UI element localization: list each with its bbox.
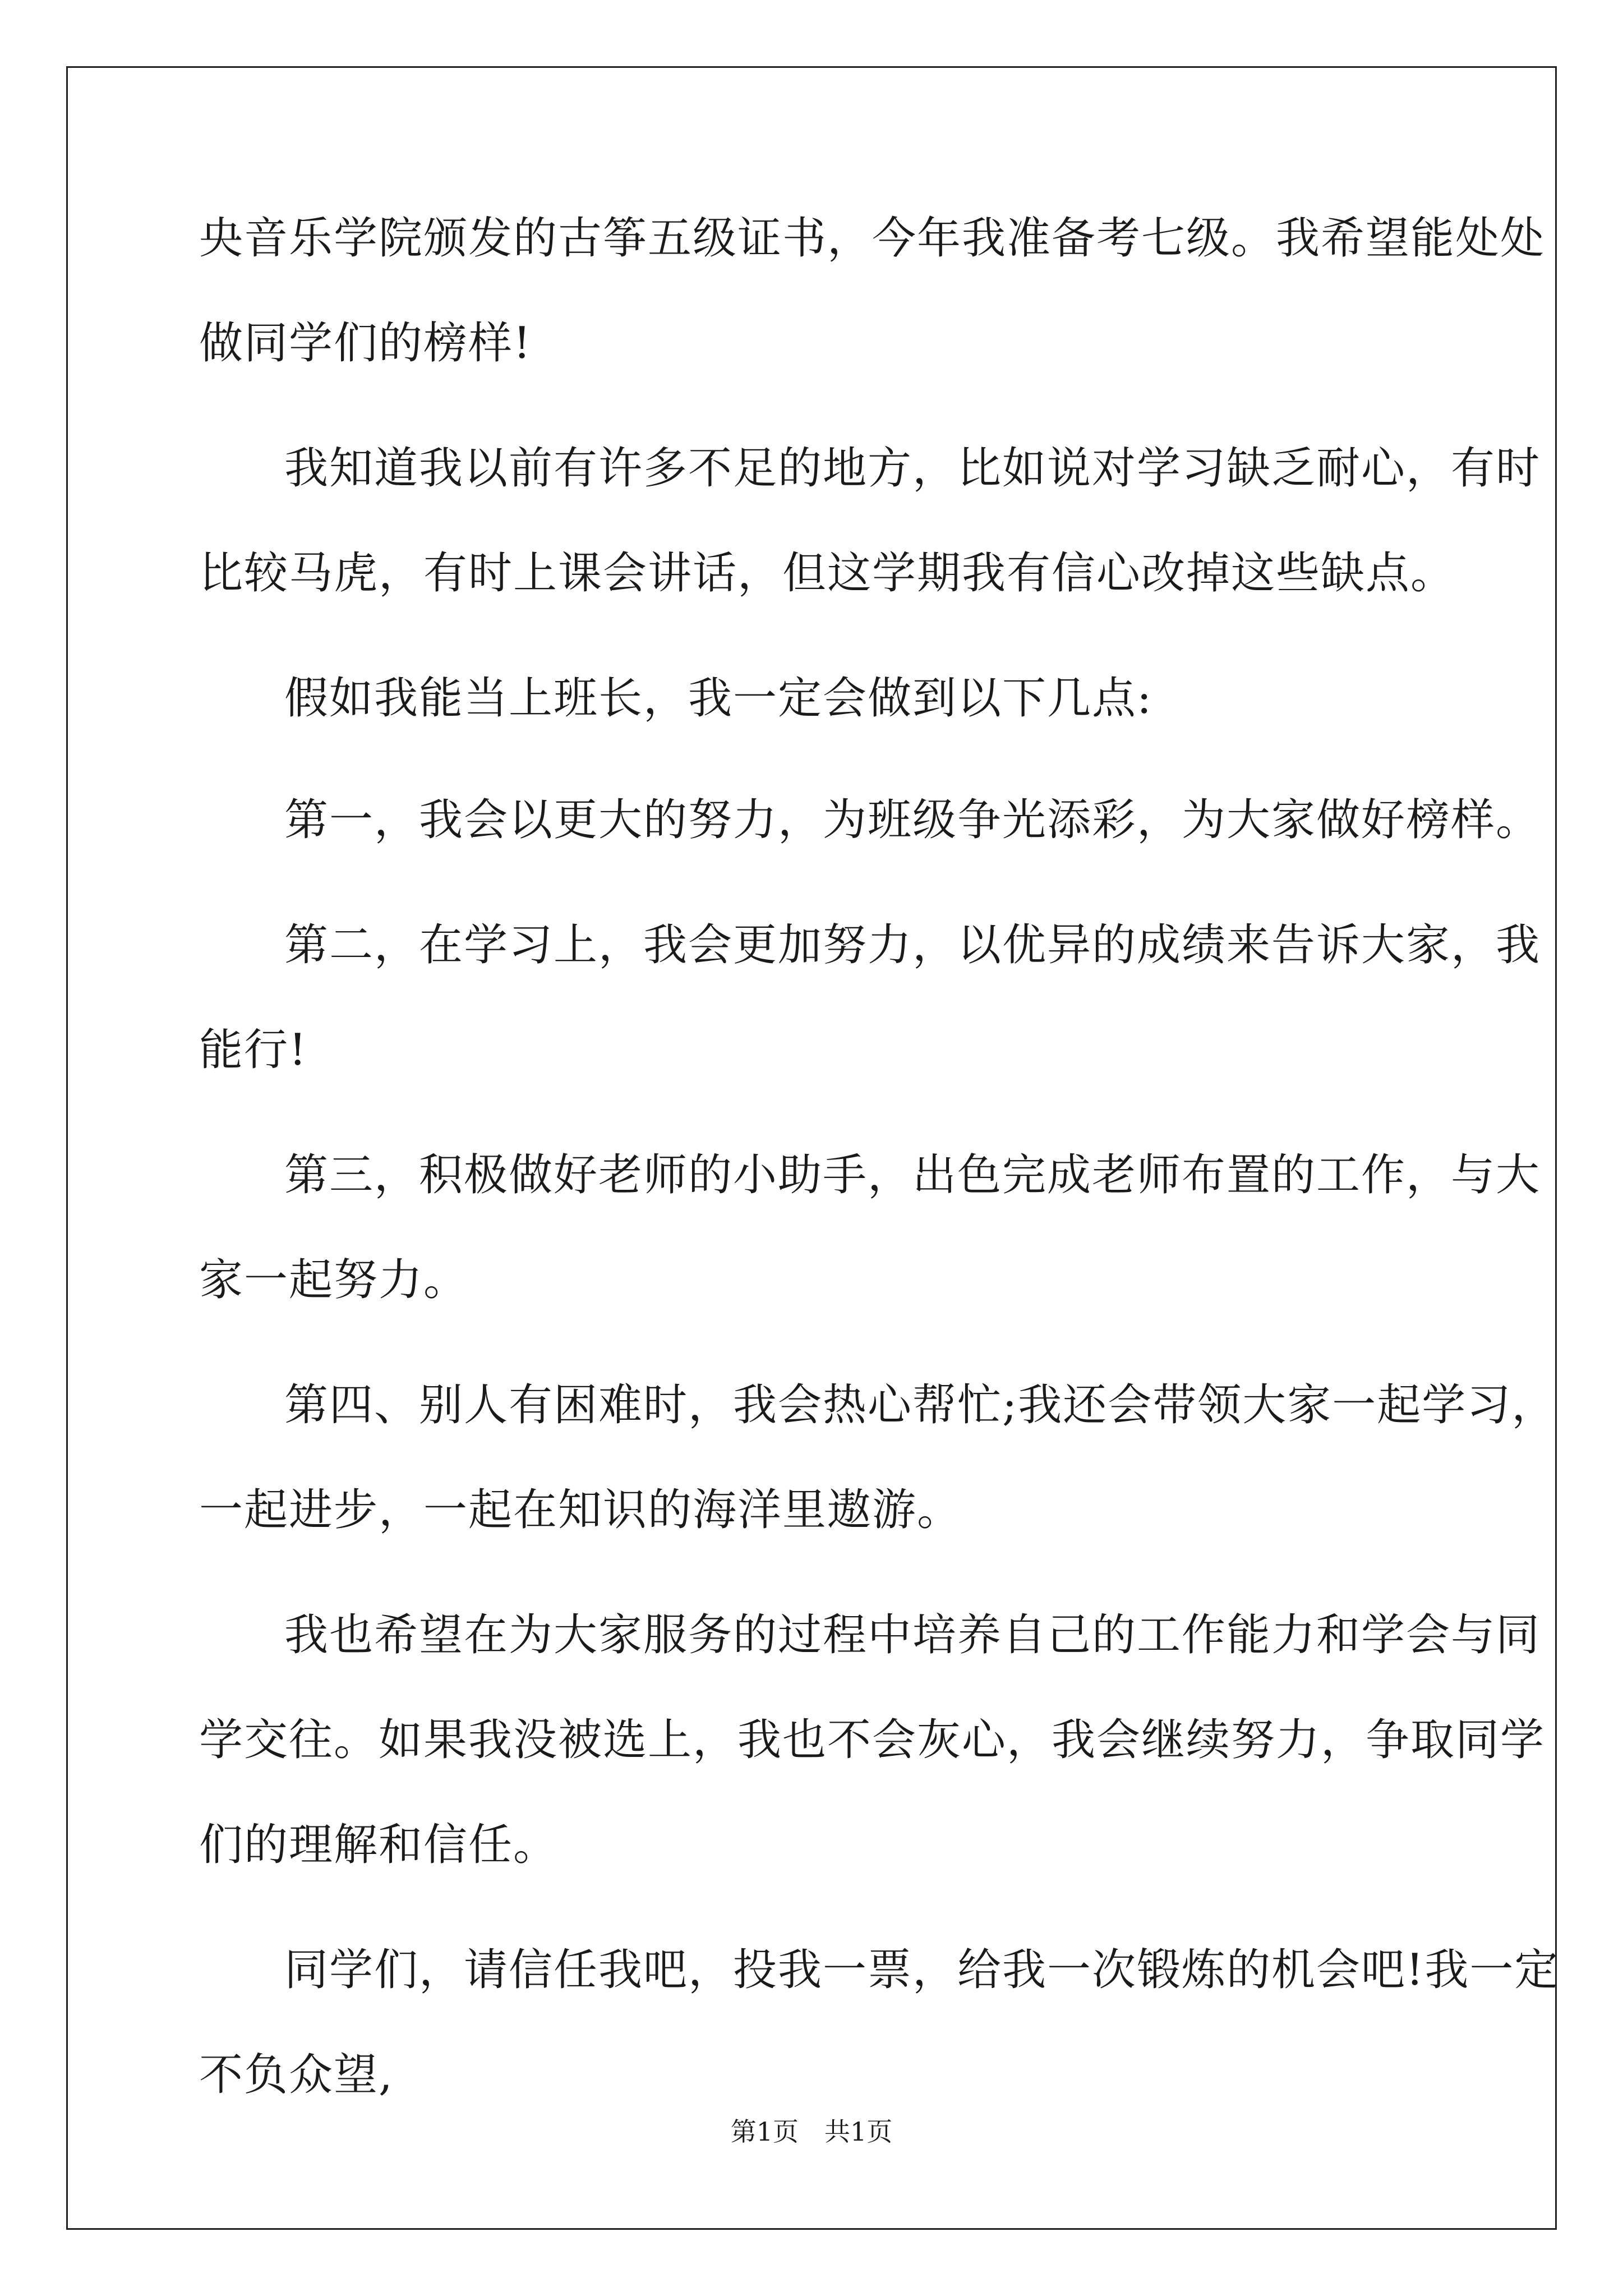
text-line: 比较马虎，有时上课会讲话，但这学期我有信心改掉这些缺点。 — [199, 548, 1456, 599]
paragraph-first-line: 假如我能当上班长，我一定会做到以下几点: — [284, 673, 1153, 724]
paragraph-first-line: 第四、别人有困难时，我会热心帮忙;我还会带领大家一起学习， — [284, 1380, 1557, 1430]
text-line: 不负众望, — [199, 2050, 394, 2100]
text-line: 学交往。如果我没被选上，我也不会灰心，我会继续努力，争取同学 — [199, 1715, 1546, 1765]
paragraph-first-line: 我知道我以前有许多不足的地方，比如说对学习缺乏耐心，有时 — [284, 443, 1541, 494]
paragraph-first-line: 我也希望在为大家服务的过程中培养自己的工作能力和学会与同 — [284, 1610, 1541, 1660]
paragraph-first-line: 第一，我会以更大的努力，为班级争光添彩，为大家做好榜样。 — [284, 795, 1541, 845]
page-border — [66, 66, 1560, 2230]
text-line: 们的理解和信任。 — [199, 1820, 559, 1870]
text-line: 家一起努力。 — [199, 1255, 469, 1305]
paragraph-first-line: 第三，积极做好老师的小助手，出色完成老师布置的工作，与大 — [284, 1150, 1541, 1200]
paragraph-first-line: 同学们，请信任我吧，投我一票，给我一次锻炼的机会吧!我一定 — [284, 1945, 1560, 1995]
text-line: 做同学们的榜样! — [199, 318, 532, 369]
paragraph-first-line: 第二，在学习上，我会更加努力，以优异的成绩来告诉大家，我 — [284, 920, 1541, 970]
text-line: 一起进步，一起在知识的海洋里遨游。 — [199, 1485, 962, 1535]
page-footer: 第1页 共1页 — [730, 2116, 893, 2147]
text-line: 能行! — [199, 1025, 308, 1075]
text-line: 央音乐学院颁发的古筝五级证书，今年我准备考七级。我希望能处处 — [199, 213, 1546, 264]
